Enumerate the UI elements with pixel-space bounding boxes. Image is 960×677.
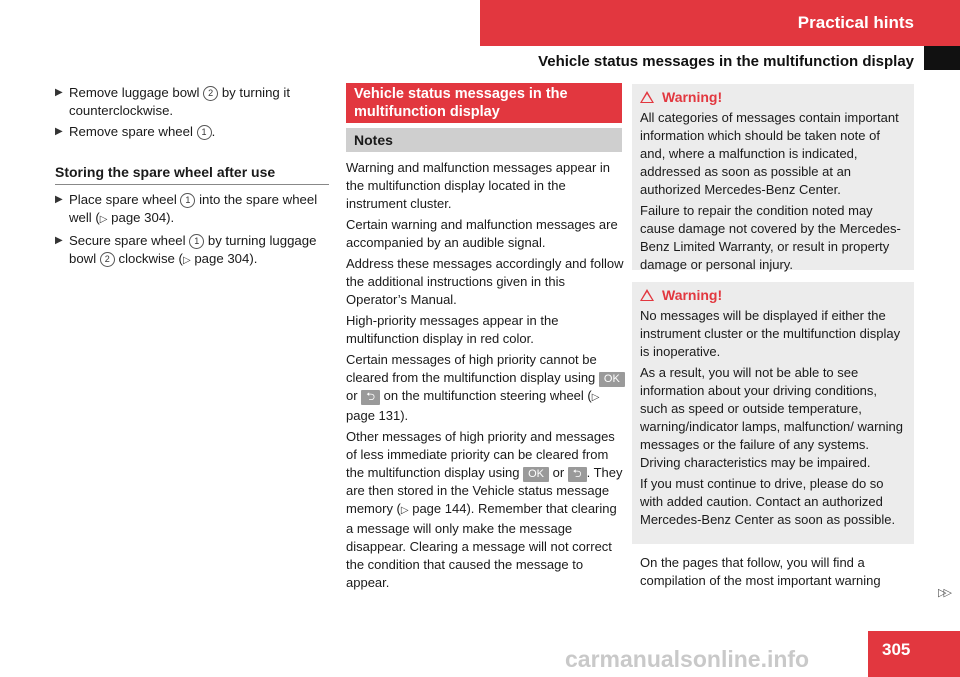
arrow-icon: ▶ — [55, 87, 63, 98]
item-number-badge: 1 — [189, 234, 204, 249]
arrow-icon: ▶ — [55, 235, 63, 246]
section-title: Storing the spare wheel after use — [55, 164, 329, 185]
warning-text: All categories of messages contain important information which should be taken note of and, where a malfunction is indicated, addressed as soon as possible at an authorized Mercedes-Benz Center. — [640, 110, 899, 197]
closing-paragraph: On the pages that follow, you will find a compilation of the most important warning — [640, 555, 881, 588]
paragraph: Other messages of high priority and messages of less immediate priority can be cleared from the multifunction display using OK or ⮌ . They are then stored in the Vehicle status message memory (▷ page 144). Remember that clearing a message will only make the message disappear. Clearing a message will not correct the condition that caused the message to appear. — [346, 429, 623, 590]
warning-triangle-icon — [640, 91, 654, 103]
paragraph: Certain messages of high priority cannot be cleared from the multifunction display using OK or ⮌ on the multifunction steering wheel (▷ page 131). — [346, 351, 626, 425]
warning-triangle-icon — [640, 289, 654, 301]
section-banner: Vehicle status messages in the multifunction display — [346, 83, 622, 123]
page-ref-icon: ▷ — [400, 505, 409, 516]
continue-arrows-icon: ▷▷ — [938, 587, 949, 599]
item-number-badge: 1 — [180, 193, 195, 208]
ok-button-icon: OK — [599, 372, 625, 387]
back-button-icon: ⮌ — [361, 390, 380, 405]
paragraph: Warning and malfunction messages appear in the multifunction display located in the instrument cluster. — [346, 160, 610, 211]
back-button-icon: ⮌ — [568, 467, 587, 482]
step-remove-luggage-bowl: ▶ Remove luggage bowl 2 by turning it counterclockwise. — [55, 85, 291, 118]
warning-title: Warning! — [662, 89, 723, 105]
page-link[interactable]: page 131). — [346, 408, 409, 423]
page-link[interactable]: page 304). — [111, 210, 175, 225]
item-number-badge: 2 — [203, 86, 218, 101]
warning-text: No messages will be displayed if either the instrument cluster or the multifunction display is inoperative. — [640, 308, 901, 359]
page-link[interactable]: page 144). Remember that clearing a message will only make the message disappear. Clearing a message will not correct the condition that caused the message to appear. — [346, 501, 617, 590]
ok-button-icon: OK — [523, 467, 549, 482]
warning-box-1 — [632, 84, 914, 270]
warning-text: As a result, you will not be able to see information about your driving conditions, such as speed or outside temperature, warning/indicator lamps, malfunction/ warning messages or the failure of any systems. Driving characteristics may be impaired. — [640, 365, 904, 470]
paragraph: Certain warning and malfunction messages are accompanied by an audible signal. — [346, 217, 618, 250]
notes-heading: Notes — [346, 128, 622, 152]
notes-body — [346, 159, 626, 595]
header-marker — [924, 46, 960, 70]
section-header: Practical hints — [480, 0, 960, 46]
step-place-spare-wheel: ▶ Place spare wheel 1 into the spare wheel well (▷ page 304). — [55, 192, 318, 225]
watermark: carmanualsonline.info — [565, 646, 810, 672]
page-subtitle: Vehicle status messages in the multifunction display — [538, 53, 914, 70]
page-ref-icon: ▷ — [99, 214, 108, 225]
arrow-icon: ▶ — [55, 194, 63, 205]
item-number-badge: 2 — [100, 252, 115, 267]
arrow-icon: ▶ — [55, 126, 63, 137]
warning-title: Warning! — [662, 287, 723, 303]
warning-box-2 — [632, 282, 914, 544]
page-ref-icon: ▷ — [591, 392, 600, 403]
warning-text: Failure to repair the condition noted may cause damage not covered by the Mercedes-Benz Limited Warranty, or result in property damage or personal injury. — [640, 203, 901, 272]
step-secure-spare-wheel: ▶ Secure spare wheel 1 by turning luggage bowl 2 clockwise (▷ page 304). — [55, 233, 317, 266]
paragraph: High-priority messages appear in the multifunction display in red color. — [346, 313, 559, 346]
paragraph: Address these messages accordingly and follow the additional instructions given in this Operator’s Manual. — [346, 256, 624, 307]
storing-steps — [55, 191, 331, 273]
removal-steps — [55, 84, 331, 144]
page-number: 305 — [868, 631, 960, 677]
page-ref-icon: ▷ — [182, 255, 191, 266]
step-remove-spare-wheel: ▶ Remove spare wheel 1 . — [55, 124, 216, 139]
page-link[interactable]: page 304). — [194, 251, 258, 266]
warning-text: If you must continue to drive, please do so with added caution. Contact an authorized Mercedes-Benz Center as soon as possible. — [640, 476, 896, 527]
item-number-badge: 1 — [197, 125, 212, 140]
